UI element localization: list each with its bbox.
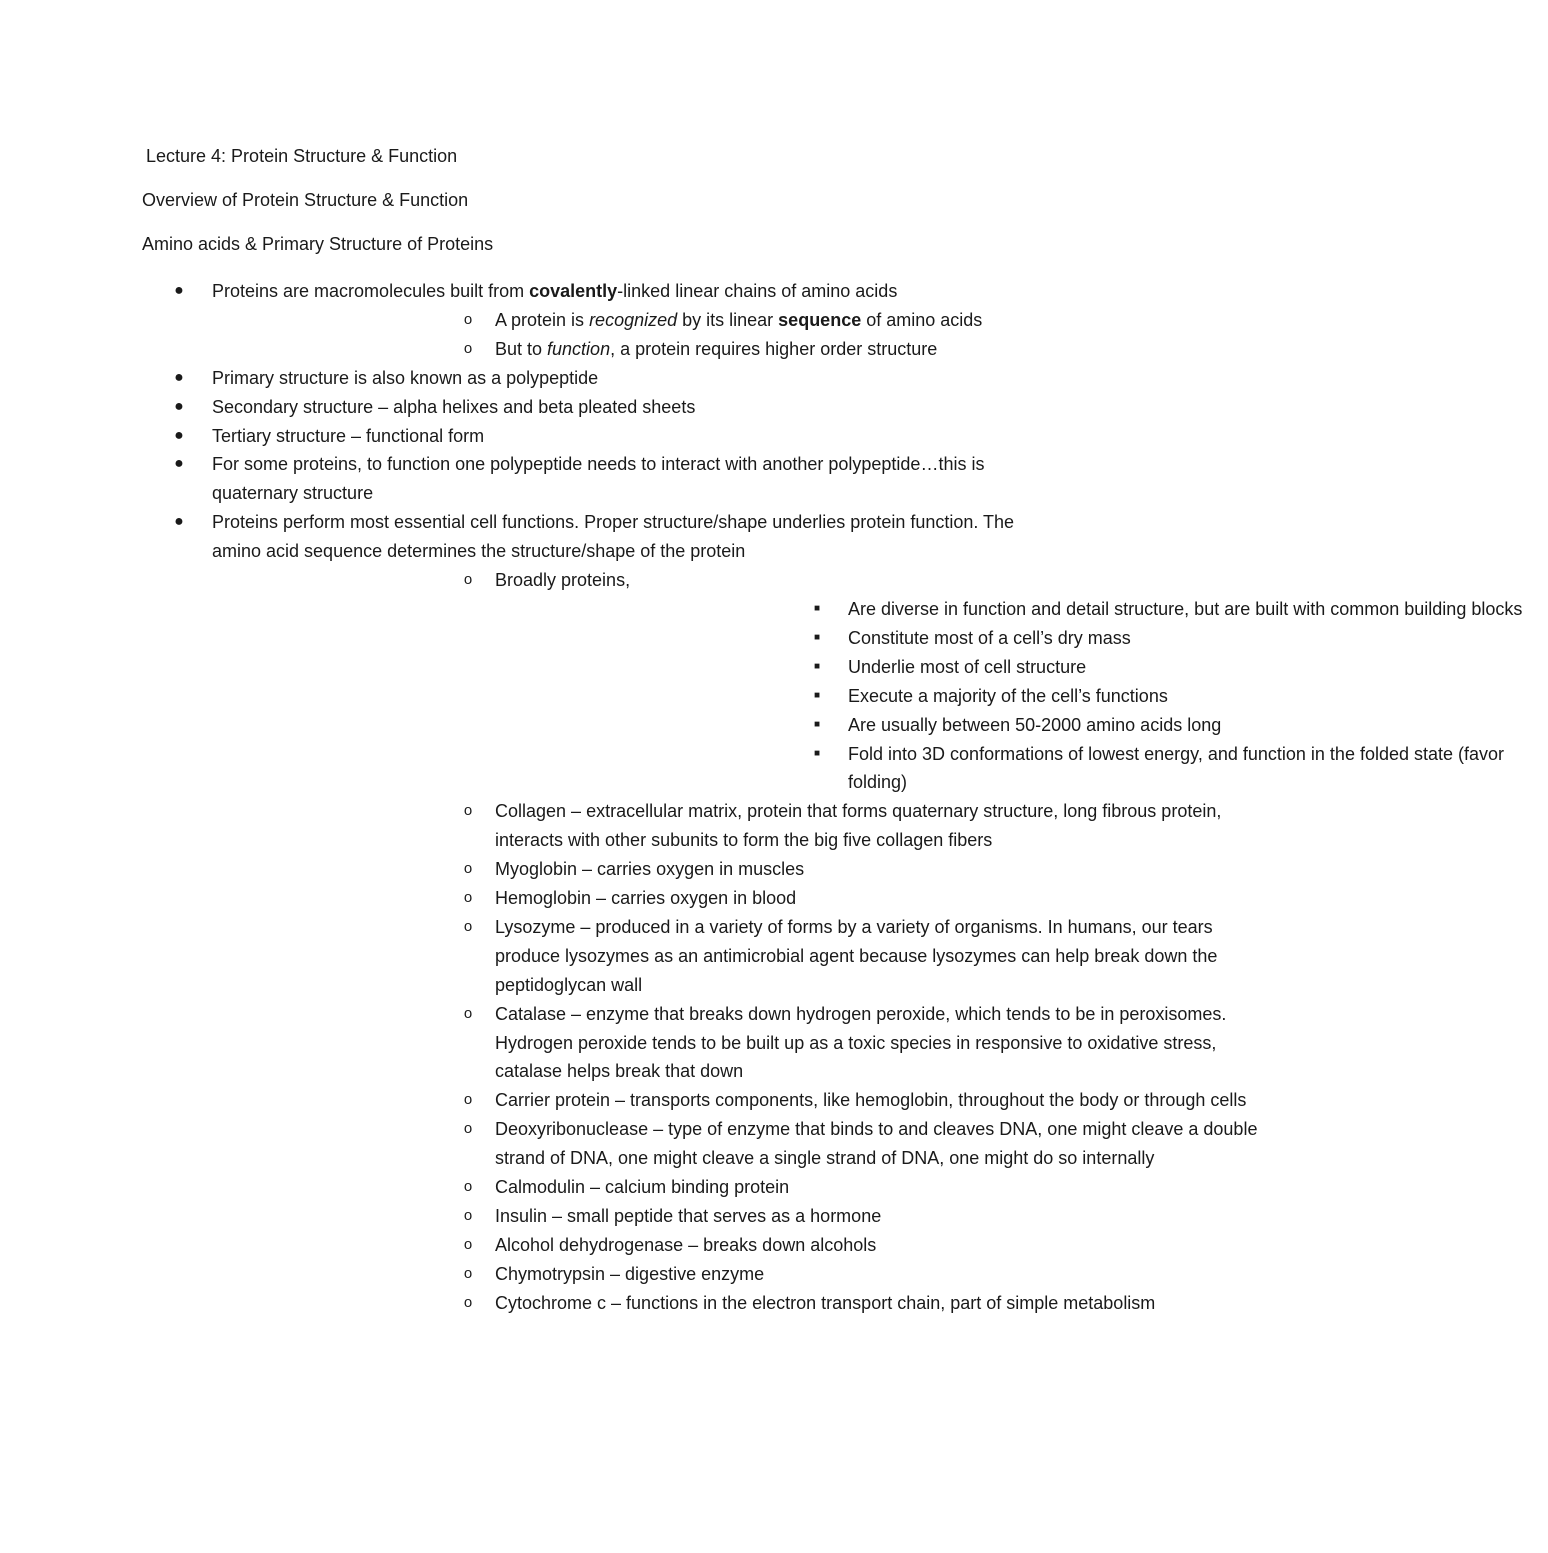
list-item [495, 624, 1200, 653]
bullet-marker: o [463, 860, 473, 878]
bullet-marker: o [463, 1091, 473, 1109]
list-item-text: Execute a majority of the cell’s functions [848, 685, 1168, 706]
bullet-marker: o [463, 1178, 473, 1196]
list-item-text: Secondary structure – alpha helixes and beta pleated sheets [212, 396, 696, 417]
list-item-text: Constitute most of a cell’s dry mass [848, 627, 1131, 648]
list-item-text: Calmodulin – calcium binding protein [495, 1177, 790, 1198]
italic-text: recognized [589, 309, 678, 330]
list-item-text: Tertiary structure – functional form [212, 425, 485, 446]
list-item [0, 277, 1200, 364]
list-item-text: Chymotrypsin – digestive enzyme [495, 1263, 765, 1284]
list-item [212, 306, 1200, 335]
list-item [495, 740, 1505, 798]
list-item-text: Hemoglobin – carries oxygen in blood [495, 888, 797, 909]
list-item [212, 1202, 1200, 1231]
bullet-marker: o [463, 917, 473, 935]
list-item [212, 1260, 1200, 1289]
overview-heading: Overview of Protein Structure & Function [142, 190, 469, 210]
italic-text: function [547, 338, 611, 359]
list-item-text: Insulin – small peptide that serves as a hormone [495, 1206, 882, 1226]
bullet-marker: ● [174, 397, 184, 415]
list-item-text: Carrier protein – transports components, like hemoglobin, throughout the body or through cells [495, 1090, 1247, 1111]
list-item-text: Cytochrome c – functions in the electron transport chain, part of simple metabolism [495, 1292, 1156, 1313]
bullet-marker: o [463, 1293, 473, 1311]
sub-list [495, 595, 1523, 797]
bullet-marker: ■ [813, 718, 821, 730]
bullet-marker: ■ [813, 747, 821, 759]
list-item [0, 393, 1200, 422]
bullet-marker: o [463, 571, 473, 589]
list-item [212, 1173, 1200, 1202]
bullet-marker: ■ [813, 689, 821, 701]
sub-list [212, 566, 1523, 1318]
list-item [495, 653, 1200, 682]
section-heading: Amino acids & Primary Structure of Proteins [142, 234, 494, 254]
list-item [495, 595, 1523, 624]
list-item-text: Proteins are macromolecules built from covalently-linked linear chains of amino acids [212, 281, 898, 301]
bullet-marker: ■ [813, 631, 821, 643]
list-item-text: For some proteins, to function one polypeptide needs to interact with another polypeptide…this is quaternary structure [212, 454, 985, 504]
sub-list [212, 306, 1200, 364]
list-item-text: Catalase – enzyme that breaks down hydrogen peroxide, which tends to be in peroxisomes. Hydrogen peroxide tends to be built up as a toxic species in responsive to oxidative stress, catalase helps break that down [495, 1003, 1227, 1082]
list-item [0, 450, 1200, 508]
list-item-text: Are diverse in function and detail structure, but are built with common building blocks [848, 598, 1523, 619]
list-item [495, 682, 1200, 711]
list-item-text: Proteins perform most essential cell functions. Proper structure/shape underlies protein function. The amino acid sequence determines the structure/shape of the protein [212, 512, 1015, 562]
list-item-text: Deoxyribonuclease – type of enzyme that binds to and cleaves DNA, one might cleave a double strand of DNA, one might cleave a single strand of DNA, one might do so internally [495, 1119, 1258, 1169]
list-item-text: Alcohol dehydrogenase – breaks down alcohols [495, 1234, 877, 1255]
list-item [212, 855, 1200, 884]
list-item [212, 335, 1200, 364]
list-item [212, 1289, 1200, 1318]
bullet-marker: ● [174, 368, 184, 386]
list-item-text: Are usually between 50-2000 amino acids long [848, 714, 1222, 735]
bullet-marker: o [463, 1235, 473, 1253]
list-item-text: Broadly proteins, [495, 570, 631, 591]
bullet-marker: o [463, 889, 473, 907]
list-item-text: Lysozyme – produced in a variety of forms by a variety of organisms. In humans, our tears produce lysozymes as an antimicrobial agent because lysozymes can help break down the peptidoglycan wall [495, 916, 1218, 995]
list-item [212, 797, 1222, 855]
bullet-marker: ● [174, 455, 184, 473]
list-item [212, 884, 1200, 913]
bullet-marker: o [463, 1120, 473, 1138]
list-item-text: Myoglobin – carries oxygen in muscles [495, 859, 805, 880]
bullet-marker: o [463, 1004, 473, 1022]
bullet-marker: ● [174, 513, 184, 531]
list-item [212, 1231, 1200, 1260]
list-item-text: Fold into 3D conformations of lowest energy, and function in the folded state (favor folding) [848, 743, 1505, 793]
lecture-title: Lecture 4: Protein Structure & Function [146, 146, 458, 166]
bullet-marker: o [463, 310, 473, 328]
list-item [212, 1086, 1247, 1115]
list-item-text: Collagen – extracellular matrix, protein that forms quaternary structure, long fibrous protein, interacts with other subunits to form the big five collagen fibers [495, 801, 1222, 851]
list-item [495, 711, 1222, 740]
list-item [212, 1000, 1227, 1087]
bullet-marker: o [463, 1264, 473, 1282]
bullet-marker: ■ [813, 602, 821, 614]
bullet-marker: ● [174, 282, 184, 299]
list-item [212, 1115, 1258, 1173]
bullet-marker: o [463, 339, 473, 357]
bullet-marker: ■ [813, 660, 821, 672]
list-item-text: A protein is recognized by its linear sequence of amino acids [495, 309, 983, 330]
bold-text: covalently [529, 281, 618, 301]
list-item [0, 422, 1200, 451]
bullet-marker: ● [174, 426, 184, 444]
bullet-list [0, 277, 1523, 1318]
list-item [0, 364, 1200, 393]
bullet-marker: o [463, 1207, 473, 1224]
list-item-text: Underlie most of cell structure [848, 656, 1087, 677]
list-item-text: Primary structure is also known as a polypeptide [212, 367, 599, 388]
list-item-text: But to function, a protein requires higher order structure [495, 338, 938, 359]
list-item [212, 566, 1523, 797]
bullet-marker: o [463, 802, 473, 820]
bold-text: sequence [778, 309, 862, 330]
list-item [0, 508, 1523, 1317]
list-item [212, 913, 1218, 1000]
